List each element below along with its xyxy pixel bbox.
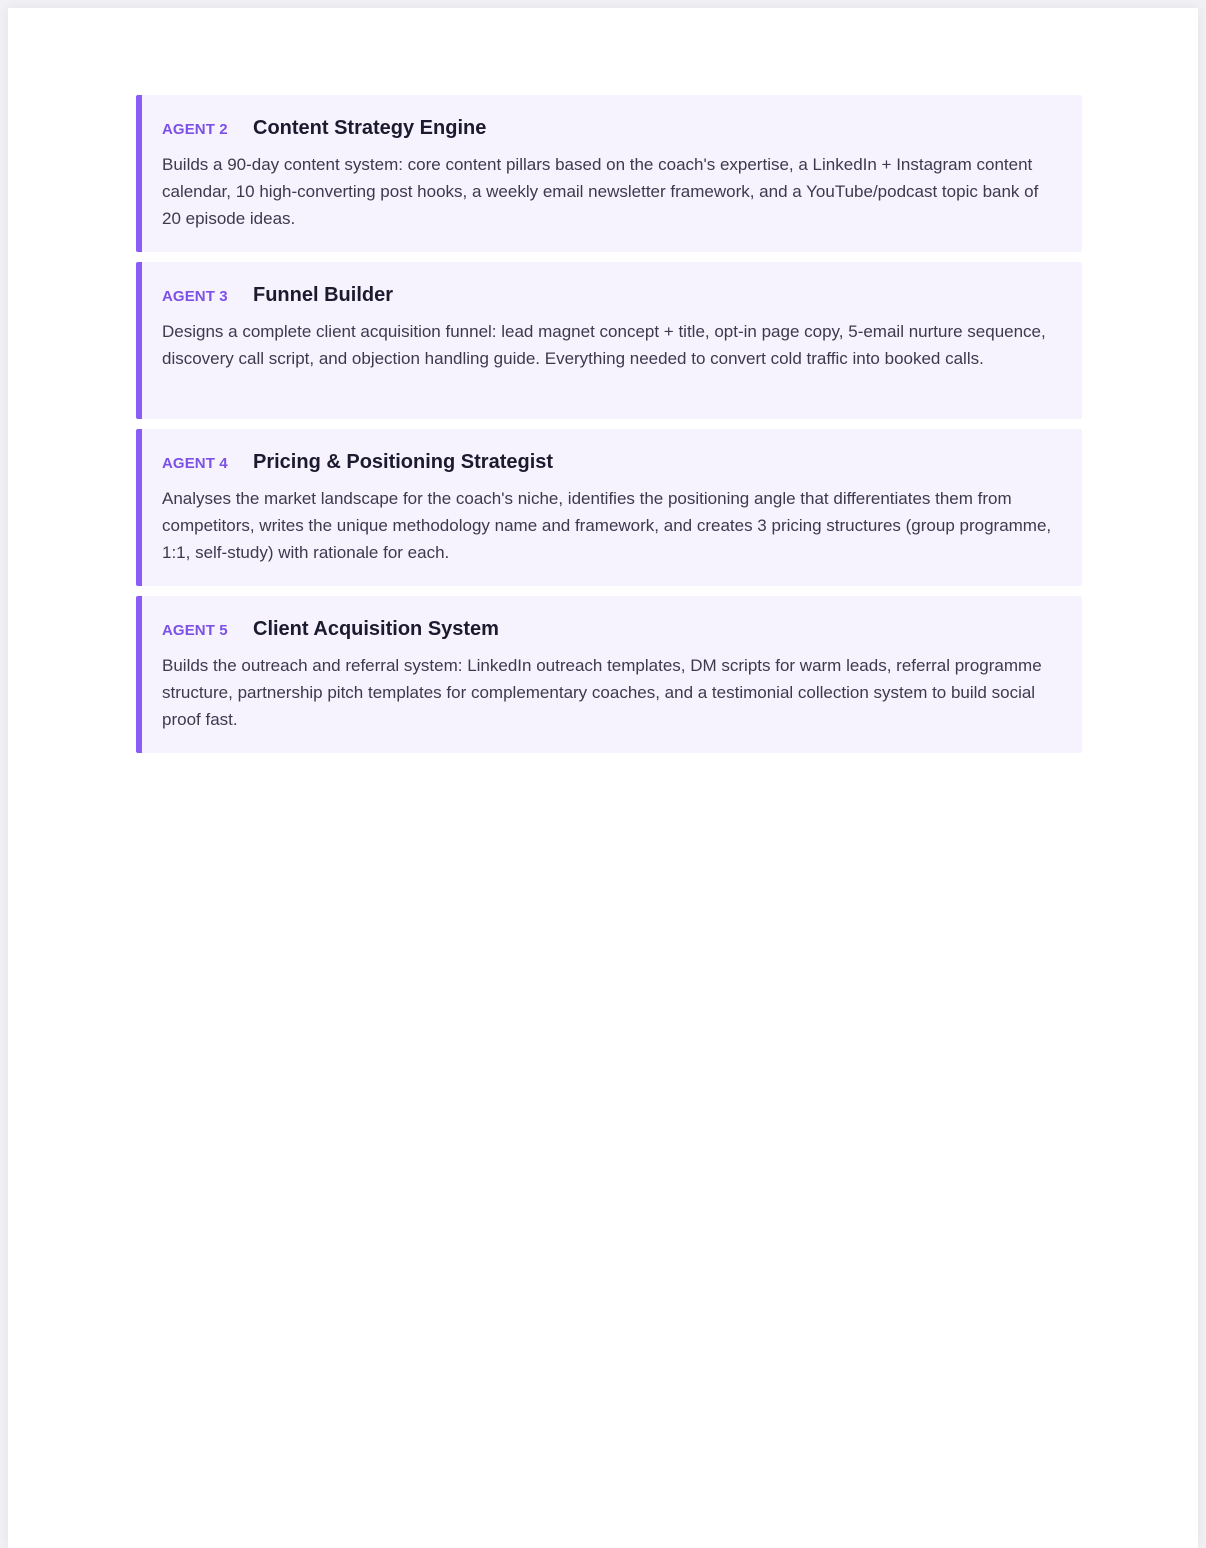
agent-card-4 <box>136 429 1082 586</box>
agent-card-header <box>162 451 1052 479</box>
agent-title: Client Acquisition System <box>253 618 499 640</box>
agent-card-list <box>136 95 1082 763</box>
agent-card-2 <box>136 95 1082 252</box>
agent-label: AGENT 2 <box>162 121 228 138</box>
agent-label: AGENT 4 <box>162 455 228 472</box>
agent-title: Pricing & Positioning Strategist <box>253 451 554 473</box>
agent-title: Content Strategy Engine <box>253 117 487 139</box>
document-page <box>8 8 1198 1548</box>
agent-label: AGENT 3 <box>162 288 228 305</box>
agent-label: AGENT 5 <box>162 622 228 639</box>
agent-description: Designs a complete client acquisition funnel: lead magnet concept + title, opt-in page copy, 5-email nurture sequence, discovery call script, and objection handling guide. Everything needed to convert cold traffic into booked calls. <box>162 322 1046 369</box>
agent-description: Builds the outreach and referral system: LinkedIn outreach templates, DM scripts for warm leads, referral programme structure, partnership pitch templates for complementary coaches, and a testimonial collection system to build social proof fast. <box>162 656 1042 730</box>
agent-card-header <box>162 117 1052 145</box>
agent-card-3 <box>136 262 1082 419</box>
agent-card-header <box>162 284 1052 312</box>
agent-card-header <box>162 618 1052 646</box>
agent-card-5 <box>136 596 1082 753</box>
agent-description: Analyses the market landscape for the coach's niche, identifies the positioning angle that differentiates them from competitors, writes the unique methodology name and framework, and creates 3 pricing structures (group programme, 1:1, self-study) with rationale for each. <box>162 489 1052 563</box>
agent-title: Funnel Builder <box>253 284 393 306</box>
agent-description: Builds a 90-day content system: core content pillars based on the coach's expertise, a LinkedIn + Instagram content calendar, 10 high-converting post hooks, a weekly email newsletter framework, and a YouTube/podcast topic bank of 20 episode ideas. <box>162 155 1039 229</box>
